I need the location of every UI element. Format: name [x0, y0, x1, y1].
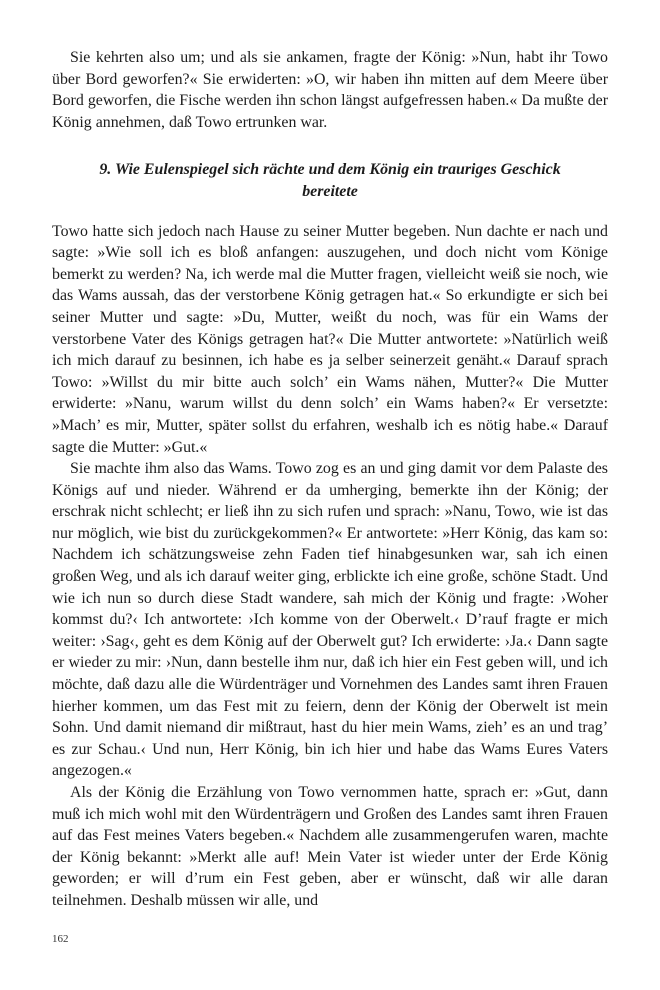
- page-number: 162: [52, 933, 69, 945]
- chapter-title: 9. Wie Eulenspiegel sich rächte und dem König ein trauriges Geschick bereitete: [99, 161, 561, 200]
- chapter-paragraph-1: Towo hatte sich jedoch nach Hause zu seiner Mutter begeben. Nun dachte er nach und sagte: »Wie soll ich es bloß anfangen: auszugehen, und doch nicht vom Könige bemerkt zu werden? Na, ich werde mal die Mutter fragen, vielleicht weiß sie noch, wie das Wams aussah, das der verstorbene König getragen hat.« So erkundigte er sich bei seiner Mutter und sagte: »Du, Mutter, weißt du noch, was für ein Wams der verstorbene Vater des Königs getragen hat?« Die Mutter antwortete: »Natürlich weiß ich mich darauf zu besinnen, ich habe es ja selber seinerzeit genäht.« Darauf sprach Towo: »Willst du mir bitte auch solch’ ein Wams nähen, Mutter?« Die Mutter erwiderte: »Nanu, warum willst du denn solch’ ein Wams haben?« Er versetzte: »Mach’ es mir, Mutter, später sollst du erfahren, weshalb ich es nötig habe.« Darauf sagte die Mutter: »Gut.«: [52, 222, 608, 456]
- page-body: [52, 47, 608, 912]
- paragraph-ending-previous-story: Sie kehrten also um; und als sie ankamen, fragte der König: »Nun, habt ihr Towo über Bord geworfen?« Sie erwiderten: »O, wir haben ihn mitten auf dem Meere über Bord geworfen, die Fische werden ihn schon längst aufgefressen haben.« Da mußte der König annehmen, daß Towo ertrunken war.: [52, 49, 608, 131]
- chapter-paragraph-3: Als der König die Erzählung von Towo vernommen hatte, sprach er: »Gut, dann muß ich mich wohl mit den Würdenträgern und Großen des Landes samt ihren Frauen auf das Fest meines Vaters begeben.« Nachdem alle zusammengerufen waren, machte der König bekannt: »Merkt alle auf! Mein Vater ist wieder unter der Erde König geworden; er will d’rum ein Fest geben, aber er wünscht, daß wir alle daran teilnehmen. Deshalb müssen wir alle, und: [52, 784, 608, 909]
- chapter-paragraph-2: Sie machte ihm also das Wams. Towo zog es an und ging damit vor dem Palaste des Königs auf und nieder. Während er da umherging, bemerkte ihn der König; der erschrak nicht schlecht; er ließ ihn zu sich rufen und sprach: »Nanu, Towo, wie ist das nur möglich, wie bist du zurückgekommen?« Er antwortete: »Herr König, das kam so: Nachdem ich schätzungsweise zehn Faden tief hinabgesunken war, sah ich einen großen Weg, und als ich darauf weiter ging, erblickte ich eine große, schöne Stadt. Und wie ich nun so durch diese Stadt wandere, sah mich der König und fragte: ›Woher kommst du?‹ Ich antwortete: ›Ich komme von der Oberwelt.‹ D’rauf fragte er mich weiter: ›Sag‹, geht es dem König auf der Oberwelt gut? Ich erwiderte: ›Ja.‹ Dann sagte er wieder zu mir: ›Nun, dann bestelle ihm nur, daß ich hier ein Fest geben will, und ich möchte, daß dazu alle die Würdenträger und Vornehmen des Landes samt ihren Frauen hierher kommen, um das Fest mit zu feiern, denn der König der Oberwelt ist mein Sohn. Und damit niemand dir mißtraut, hast du hier mein Wams, zieh’ es an und trag’ es zur Schau.‹ Und nun, Herr König, bin ich hier und habe das Wams Eures Vaters angezogen.«: [52, 460, 608, 780]
